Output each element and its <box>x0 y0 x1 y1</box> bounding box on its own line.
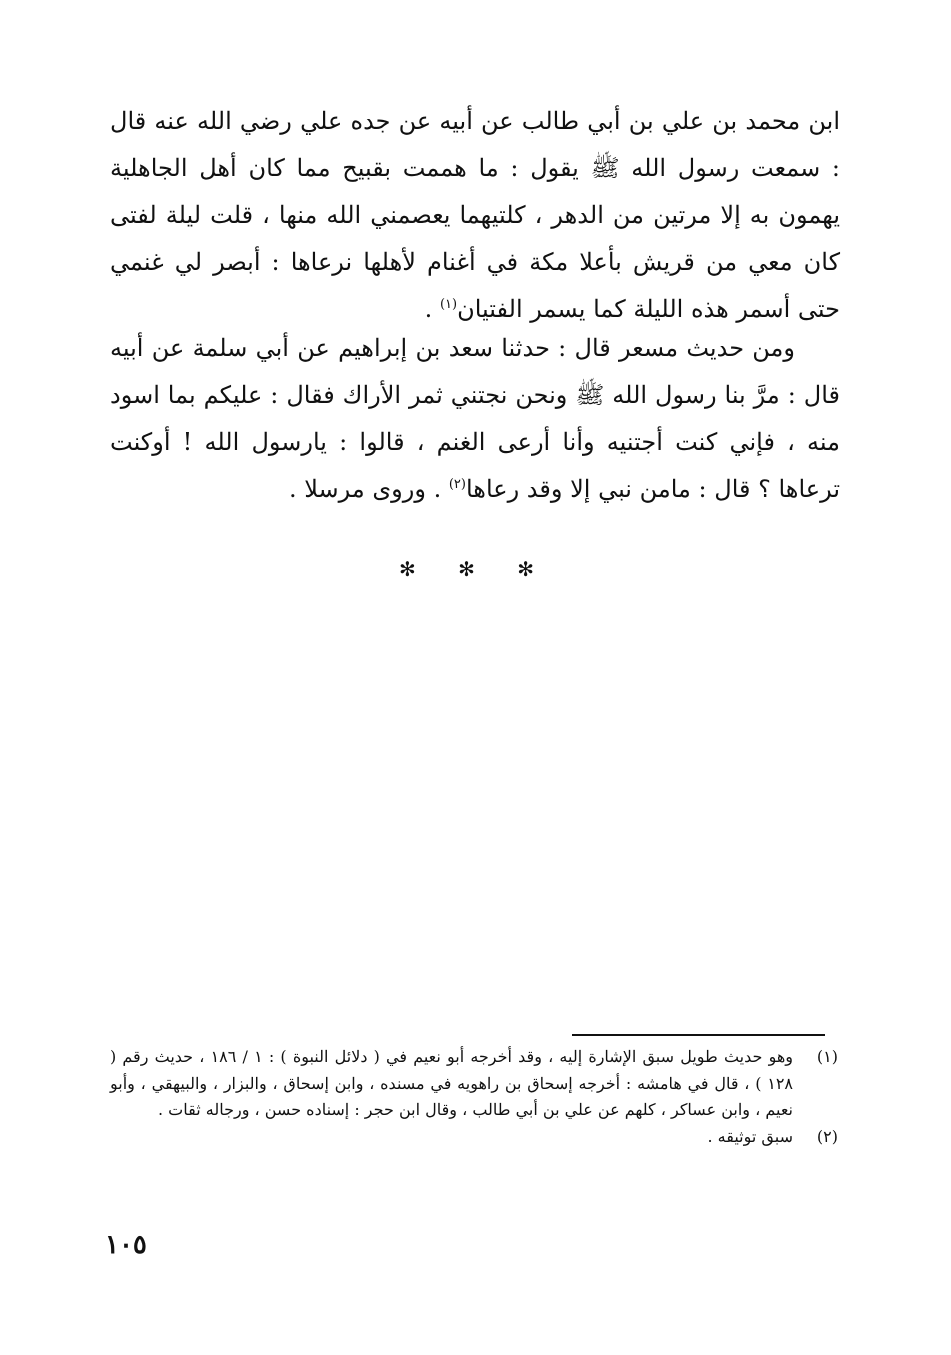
paragraph-1-end: . <box>424 295 440 323</box>
page-number: ١٠٥ <box>105 1230 147 1260</box>
section-separator: ✻ ✻ ✻ <box>399 557 552 581</box>
footnote-2-number: (٢) <box>816 1126 838 1146</box>
footnote-1 <box>110 1044 838 1124</box>
paragraph-1-text: ابن محمد بن علي بن أبي طالب عن أبيه عن جده علي رضي الله عنه قال : سمعت رسول الله ﷺ يقول : ما هممت بقبيح مما كان أهل الجاهلية يهمون به إلا مرتين من الدهر ، كلتيهما يعصمني الله منها ، قلت ليلة لفتى كان معي من قريش بأعلا مكة في أغنام لأهلها نرعاها : أبصر لي غنمي حتى أسمر هذه الليلة كما يسمر الفتيان <box>110 107 840 323</box>
footnote-ref-2: (٢) <box>448 477 466 492</box>
paragraph-2-end: . وروى مرسلا . <box>288 475 449 503</box>
footnote-rule <box>572 1034 825 1036</box>
footnote-2-text: سبق توثيقه . <box>707 1126 793 1146</box>
footnote-2 <box>110 1124 838 1151</box>
footnotes <box>110 1044 838 1150</box>
footnote-1-text: وهو حديث طويل سبق الإشارة إليه ، وقد أخرجه أبو نعيم في ( دلائل النبوة ) : ١ / ١٨٦ ، حديث رقم ( ١٢٨ ) ، قال في هامشه : أخرجه إسحاق بن راهويه في مسنده ، وابن إسحاق ، والبزار ، والبيهقي ، وأبو نعيم ، وابن عساكر ، كلهم عن علي بن أبي طالب ، وقال ابن حجر : إسناده حسن ، ورجاله ثقات . <box>110 1047 793 1119</box>
paragraph-1 <box>110 98 840 333</box>
footnote-1-number: (١) <box>816 1047 838 1066</box>
paragraph-2 <box>110 325 840 513</box>
paragraph-2-text: ومن حديث مسعر قال : حدثنا سعد بن إبراهيم عن أبي سلمة عن أبيه قال : مرَّ بنا رسول الله ﷺ ونحن نجتني ثمر الأراك فقال : عليكم بما اسود منه ، فإني كنت أجتنيه وأنا أرعى الغنم ، قالوا : يارسول الله ! أوكنت ترعاها ؟ قال : مامن نبي إلا وقد رعاها <box>110 334 840 503</box>
footnote-ref-1: (١) <box>439 297 458 312</box>
